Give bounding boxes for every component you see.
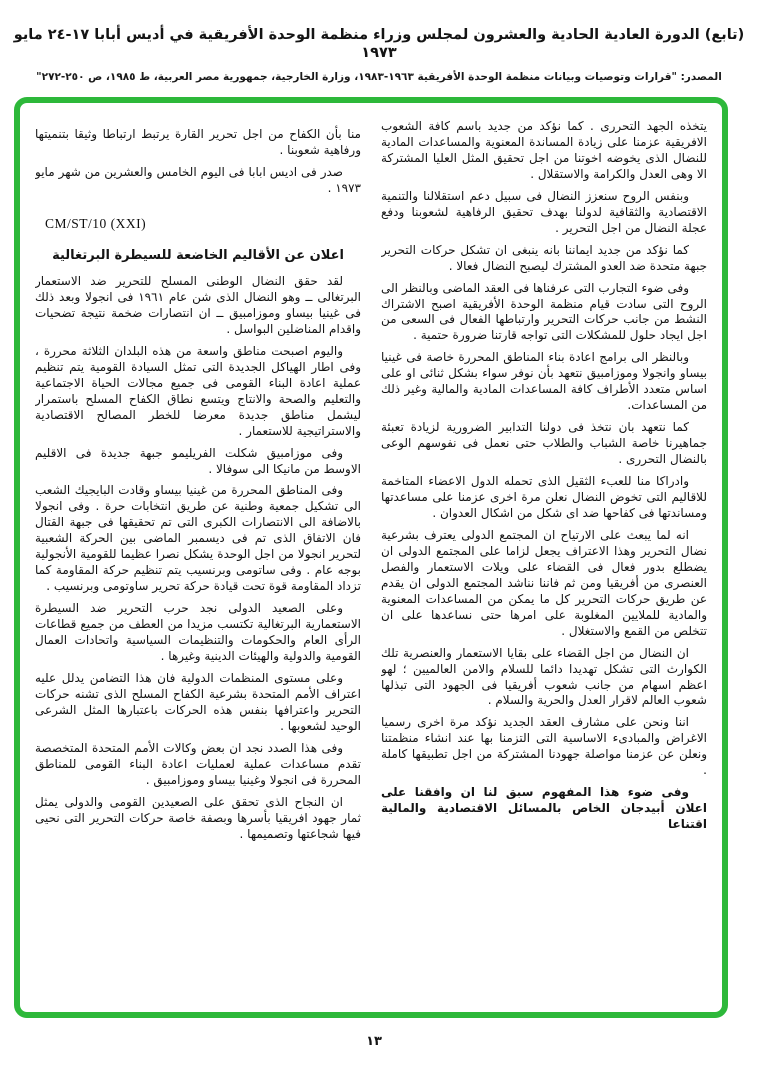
page-number: ١٣ (366, 1034, 382, 1049)
body-paragraph: وفى هذا الصدد نجد ان بعض وكالات الأمم المتحدة المتخصصة تقدم مساعدات عملية لعمليات اعادة البناء القومى للمناطق المحررة فى انجولا وغينيا بيساو وموزامبيق . (35, 740, 361, 787)
body-paragraph: وفى ضوء التجارب التى عرفناها فى العقد الماضى وبالنظر الى الروح التى سادت قيام منظمة الوحدة الأفريقية اصبح الاشتراك النشط من جانب حركات التحرير وارتباطها الفعال فى السعى من اجل ايجاد حلول للمشكلات التى تواجه قارتنا ضرورة حتمية . (381, 280, 707, 343)
document-reference-code: CM/ST/10 (XXI) (45, 215, 147, 231)
body-paragraph: لقد حقق النضال الوطنى المسلح للتحرير ضد الاستعمار البرتغالى ــ وهو النضال الذى شن عام ١٩٦١ فى انجولا وبعد ذلك فى غينيا بيساو وموزامبيق ــ ان انتصارات ضخمة نتيجة تضحيات واقدام المناضلين البواسل . (35, 274, 361, 336)
body-paragraph: اننا ونحن على مشارف العقد الجديد نؤكد مرة اخرى رسميا الاغراض والمبادىء الاساسية التى التزمنا بها عند انشاء منظمتنا ونعلن عن عزمنا مواصلة جهودنا المشتركة من اجل تطبيقها كاملة . (381, 715, 707, 778)
page-header (0, 0, 758, 83)
body-paragraph: ان النضال من اجل القضاء على بقايا الاستعمار والعنصرية تلك الكوارث التى تشكل تهديدا دائما للسلام والامن العالميين ؛ لهو اعظم اسهام من جانب شعوب أفريقيا فى الجهود التى تبذلها شعوب العالم لاقرار العدل والحرية والسلام . (381, 645, 707, 708)
body-paragraph: يتخذه الجهد التحررى . كما نؤكد من جديد باسم كافة الشعوب الافريقية عزمنا على زيادة المساندة المعنوية والمساعدات المادية للنضال الذى يخوضه اخوتنا من اجل تحقيق المثل العليا المشتركة الا وهى العدل والكرامة والاستقلال . (381, 119, 707, 181)
body-paragraph: واليوم اصبحت مناطق واسعة من هذه البلدان الثلاثة محررة ، وفى اطار الهياكل الجديدة التى تمثل السيادة القومية يتم تنظيم عملية اعادة البناء القومى فى جميع مجالات الحياة الاجتماعية والتعليم والصحة والانتاج ويتسع نطاق الكفاح المسلح باستمرار ليشمل مناطق جديدة معرضا للخطر المصالح الاقتصادية والاستراتيجية للاستعمار . (35, 343, 361, 438)
body-paragraph: انه لما يبعث على الارتياح ان المجتمع الدولى يعترف بشرعية نضال التحرير وهذا الاعتراف يجعل لزاما على المجتمع الدولى ان يضطلع بدور فعال فى القضاء على ويلات الاستعمار والفصل العنصرى من أفريقيا ومن ثم فاننا نناشد المجتمع الدولى ان يقدم عن طريق حركات التحرير كل ما يمكن من المساعدات المعنوية والمادية للملايين المغلوبة على امرها حتى نساعدها على ان تتخلص من القمع والاستغلال . (381, 527, 707, 638)
session-title: (تابع) الدورة العادية الحادية والعشرون لمجلس وزراء منظمة الوحدة الأفريقية في أديس أبابا ١٧-٢٤ مايو ١٩٧٣ (13, 27, 745, 62)
left-column (35, 119, 361, 1002)
body-paragraph: وعلى الصعيد الدولى نجد حرب التحرير ضد السيطرة الاستعمارية البرتغالية تكتسب مزيدا من العطف من جميع قطاعات الرأى العام والحكومات والتنظيمات السياسية واتحادات العمال القومية والدولية والهيئات الدينية وغيرها . (35, 601, 361, 664)
body-paragraph: وبنفس الروح سنعزز النضال فى سبيل دعم استقلالنا والتنمية الاقتصادية والثقافية لدولنا بهدف تحقيق الرفاهية لشعوبنا ودفع عجلة النضال من اجل التحرير . (381, 188, 707, 235)
body-paragraph: كما نتعهد بان نتخذ فى دولنا التدابير الضرورية لزيادة تعبئة جماهيرنا خاصة الشباب والطلاب حتى نعمل فى نفوسهم الوعى بالنضال التحررى . (381, 420, 707, 467)
body-paragraph: وعلى مستوى المنظمات الدولية فان هذا التضامن يدلل عليه اعتراف الأمم المتحدة بشرعية الكفاح المسلح الذى تشنه حركات التحرير واعترافها بنفس هذه الحركات باعتبارها المثل الشرعى الوحيد لشعوبها . (35, 670, 361, 733)
body-paragraph-emphasized: وفى ضوء هذا المفهوم سبق لنا ان وافقنا على اعلان أبيدجان الخاص بالمسائل الاقتصادية والمالية اقتناعا (381, 785, 707, 832)
source-citation: المصدر: "قرارات وتوصيات وبيانات منظمة الوحدة الأفريقية ١٩٦٣-١٩٨٣، وزارة الخارجية، جمهورية مصر العربية، ط ١٩٨٥، ص ٢٥٠-٢٧٢" (36, 71, 722, 84)
right-column (381, 119, 707, 1002)
two-column-text (35, 119, 707, 1002)
body-paragraph: وادراكا منا للعبء الثقيل الذى تحمله الدول الاعضاء المتاخمة للاقاليم التى تخوض النضال نعلن مرة اخرى عزمنا على مساعدتها ومساندتها فى كفاحها ضد اى شكل من اشكال العدوان . (381, 474, 707, 520)
issuance-paragraph: صدر فى اديس ابابا فى اليوم الخامس والعشرين من شهر مايو ١٩٧٣ . (35, 164, 361, 195)
continuation-paragraph: منا بأن الكفاح من اجل تحرير القارة يرتبط ارتباطا وثيقا بتنميتها ورفاهية شعوبنا . (35, 127, 361, 157)
body-paragraph: وفى موزامبيق شكلت الفريليمو جبهة جديدة فى الاقليم الاوسط من مانيكا الى سوفالا . (35, 445, 361, 476)
body-paragraph: ان النجاح الذى تحقق على الصعيدين القومى والدولى يمثل ثمار جهود افريقيا بأسرها وبصفة خاصة حركات التحرير التى نحيى فيها شجاعتها وتصميمها . (35, 794, 361, 841)
section-heading: اعلان عن الأقاليم الخاضعة للسيطرة البرتغالية (52, 247, 344, 263)
body-paragraph: وفى المناطق المحررة من غينيا بيساو وقادت البايجيك الشعب الى تشكيل جمعية وطنية عن طريق انتخابات حرة . وفى انجولا بالاضافة الى الانتصارات الكبرى التى تم تحقيقها فى جبهة القتال فان الاتفاق الذى تم فى ديسمبر الماضى بين الحركة الشعبية لتحرير انجولا من اجل الوحدة يشكل نصرا عظيما للقومية الأنجولية بوجه عام . وفى ساتومى وبرنسيب يتم تنظيم حركة المقاومة كما تزداد المقاومة قوة تحت قيادة حركة تحرير ساوتومى وبرنسيب . (35, 483, 361, 594)
body-paragraph: كما نؤكد من جديد ايماننا بانه ينبغى ان تشكل حركات التحرير جبهة متحدة ضد العدو المشترك ليصبح النضال فعالا . (381, 242, 707, 273)
body-paragraph: وبالنظر الى برامج اعادة بناء المناطق المحررة خاصة فى غينيا بيساو وانجولا وموزامبيق نتعهد بأن نوفر سواء بشكل ثنائى او على اساس متعدد الأطراف كافة المساعدات المادية والمالية وغير ذلك من المساعدات. (381, 350, 707, 413)
highlight-frame (14, 97, 728, 1018)
